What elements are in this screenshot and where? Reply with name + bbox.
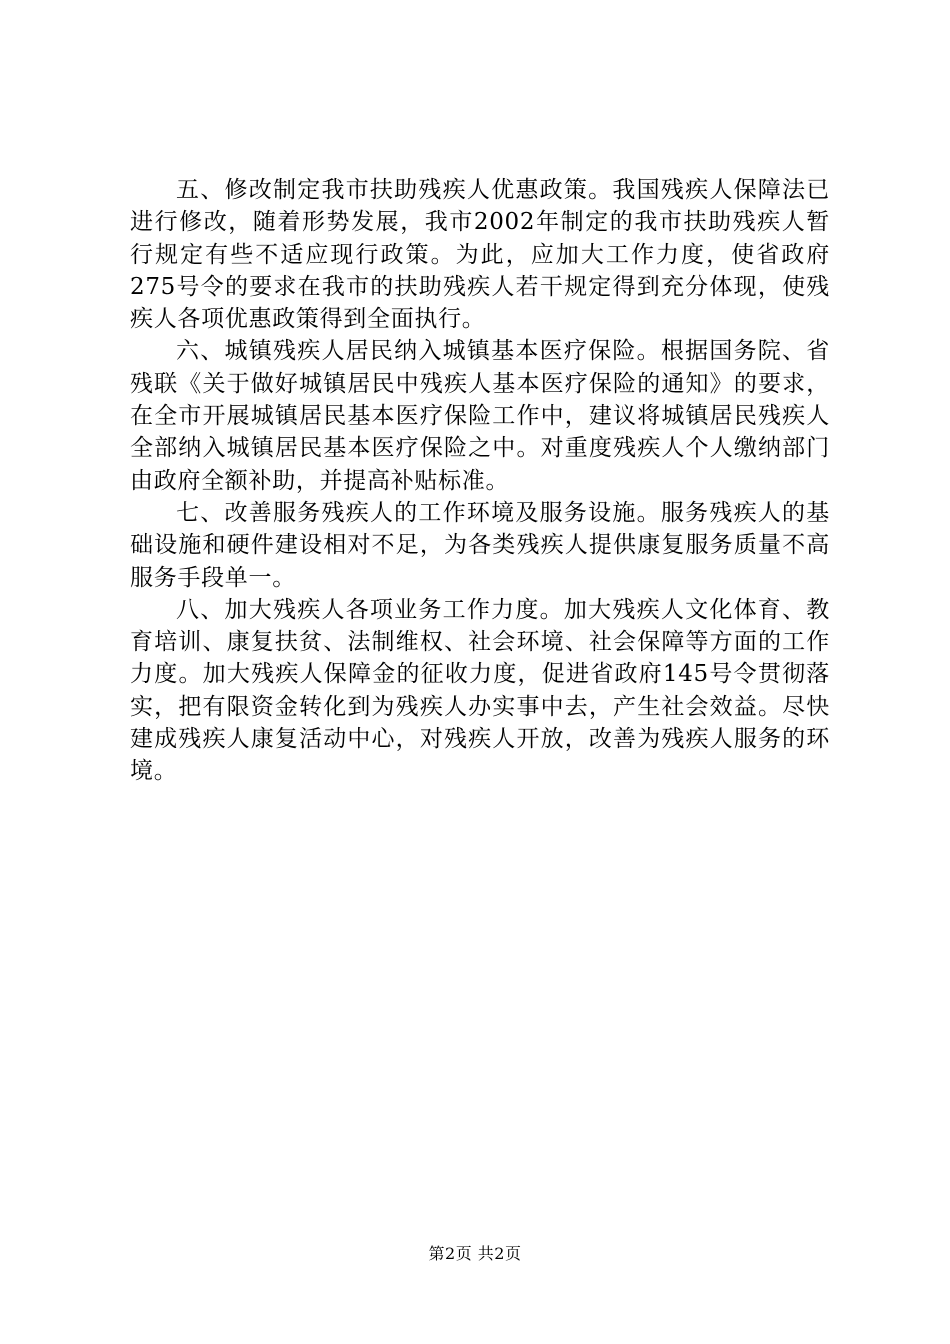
paragraph-7: 七、改善服务残疾人的工作环境及服务设施。服务残疾人的基础设施和硬件建设相对不足，为各类残疾人提供康复服务质量不高服务手段单一。: [130, 499, 830, 591]
paragraph-8: 八、加大残疾人各项业务工作力度。加大残疾人文化体育、教育培训、康复扶贫、法制维权、社会环境、社会保障等方面的工作力度。加大残疾人保障金的征收力度，促进省政府145号令贯彻落实，把有限资金转化到为残疾人办实事中去，产生社会效益。尽快建成残疾人康复活动中心，对残疾人开放，改善为残疾人服务的环境。: [130, 596, 830, 785]
paragraph-5: 五、修改制定我市扶助残疾人优惠政策。我国残疾人保障法已进行修改，随着形势发展，我市2002年制定的我市扶助残疾人暂行规定有些不适应现行政策。为此，应加大工作力度，使省政府275号令的要求在我市的扶助残疾人若干规定得到充分体现，使残疾人各项优惠政策得到全面执行。: [130, 177, 830, 333]
document-body: [130, 174, 830, 788]
page-number-footer: 第2页 共2页: [428, 1244, 522, 1263]
paragraph-6: 六、城镇残疾人居民纳入城镇基本医疗保险。根据国务院、省残联《关于做好城镇居民中残疾人基本医疗保险的通知》的要求，在全市开展城镇居民基本医疗保险工作中，建议将城镇居民残疾人全部纳入城镇居民基本医疗保险之中。对重度残疾人个人缴纳部门由政府全额补助，并提高补贴标准。: [130, 338, 830, 494]
